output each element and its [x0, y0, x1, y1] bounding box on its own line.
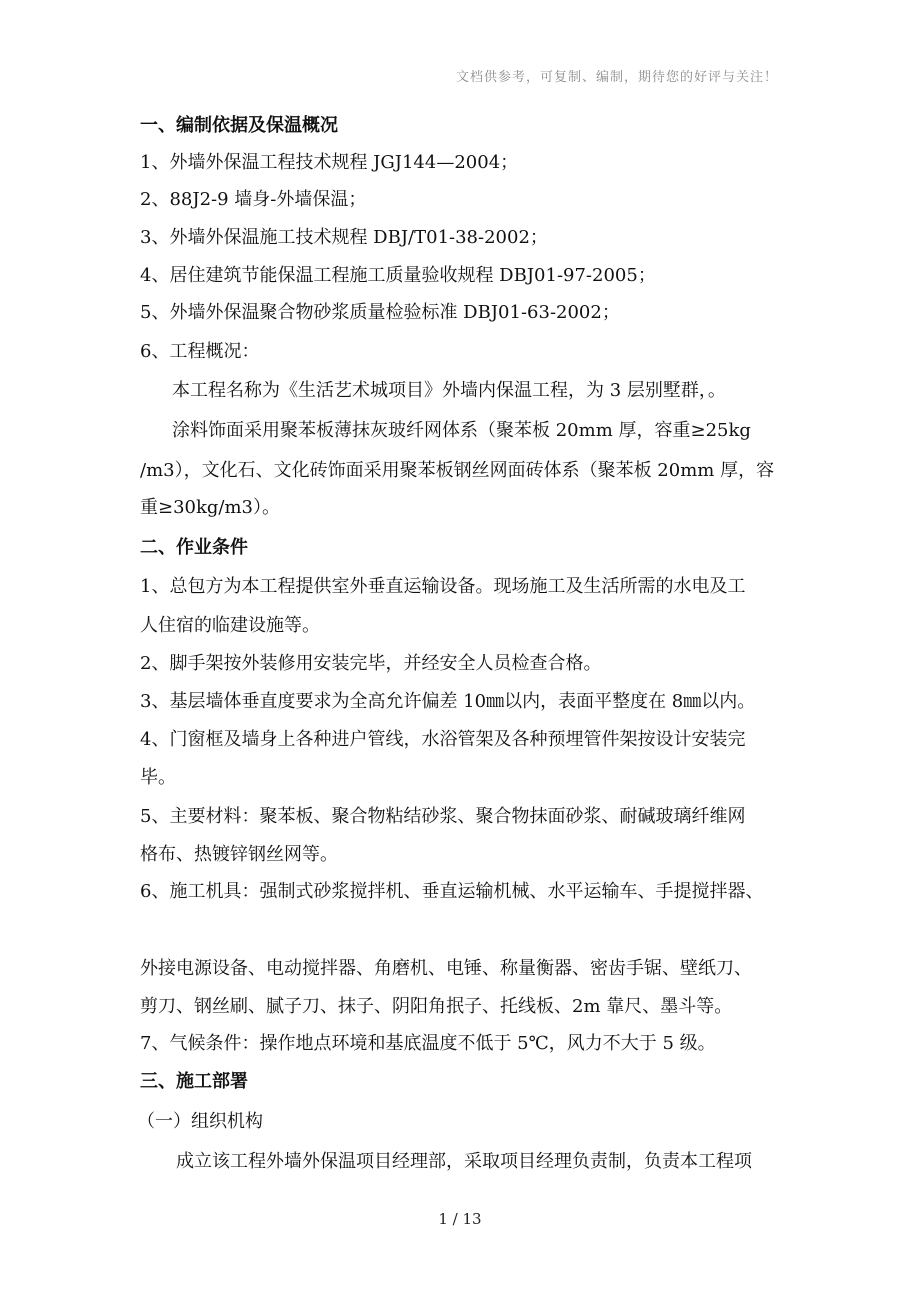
section-2-title: 二、作业条件: [140, 537, 248, 558]
section-2-item-5-line-1: 5、主要材料：聚苯板、聚合物粘结砂浆、聚合物抹面砂浆、耐碱玻璃纤维网: [140, 806, 746, 827]
section-3-paragraph-1: 成立该工程外墙外保温项目经理部，采取项目经理负责制，负责本工程项: [176, 1151, 752, 1172]
project-overview-paragraph-2-line-2: /m3），文化石、文化砖饰面采用聚苯板钢丝网面砖体系（聚苯板 20mm 厚，容: [140, 460, 775, 481]
section-1-title: 一、编制依据及保温概况: [140, 115, 338, 136]
header-note: 文档供参考，可复制、编制，期待您的好评与关注！: [455, 70, 778, 85]
project-overview-paragraph-2-line-3: 重≥30kg/m3）。: [140, 497, 281, 518]
section-2-item-7: 7、气候条件：操作地点环境和基底温度不低于 5℃，风力不大于 5 级。: [140, 1033, 716, 1054]
project-overview-paragraph-2-line-1: 涂料饰面采用聚苯板薄抹灰玻纤网体系（聚苯板 20mm 厚，容重≥25kg: [172, 420, 751, 441]
section-1-item-3: 3、外墙外保温施工技术规程 DBJ/T01-38-2002；: [140, 227, 548, 248]
section-3-subsection-1: （一）组织机构: [137, 1111, 263, 1132]
section-2-item-2: 2、脚手架按外装修用安装完毕，并经安全人员检查合格。: [140, 653, 602, 674]
section-1-item-6: 6、工程概况：: [140, 341, 260, 362]
section-2-item-6-line-1: 6、施工机具：强制式砂浆搅拌机、垂直运输机械、水平运输车、手提搅拌器、: [140, 881, 764, 902]
section-1-item-5: 5、外墙外保温聚合物砂浆质量检验标准 DBJ01-63-2002；: [140, 302, 620, 323]
section-2-item-4-line-2: 毕。: [140, 767, 176, 788]
section-2-item-4-line-1: 4、门窗框及墙身上各种进户管线，水浴管架及各种预埋管件架按设计安装完: [140, 729, 746, 750]
section-2-item-1-line-1: 1、总包方为本工程提供室外垂直运输设备。现场施工及生活所需的水电及工: [140, 576, 746, 597]
section-3-title: 三、施工部署: [140, 1071, 248, 1092]
section-2-item-3: 3、基层墙体垂直度要求为全高允许偏差 10㎜以内，表面平整度在 8㎜以内。: [140, 691, 756, 712]
section-2-item-6-line-2: 外接电源设备、电动搅拌器、角磨机、电锤、称量衡器、密齿手锯、壁纸刀、: [140, 958, 752, 979]
section-1-item-2: 2、88J2-9 墙身-外墙保温；: [140, 189, 367, 210]
section-2-item-1-line-2: 人住宿的临建设施等。: [140, 615, 320, 636]
section-2-item-5-line-2: 格布、热镀锌钢丝网等。: [140, 844, 338, 865]
section-2-item-6-line-3: 剪刀、钢丝刷、腻子刀、抹子、阴阳角抿子、托线板、2m 靠尺、墨斗等。: [140, 996, 733, 1017]
section-1-item-1: 1、外墙外保温工程技术规程 JGJ144—2004；: [140, 152, 519, 173]
project-overview-paragraph-1: 本工程名称为《生活艺术城项目》外墙内保温工程，为 3 层别墅群，。: [172, 380, 726, 401]
section-1-item-4: 4、居住建筑节能保温工程施工质量验收规程 DBJ01-97-2005；: [140, 265, 656, 286]
page-number: 1 / 13: [438, 1210, 482, 1228]
